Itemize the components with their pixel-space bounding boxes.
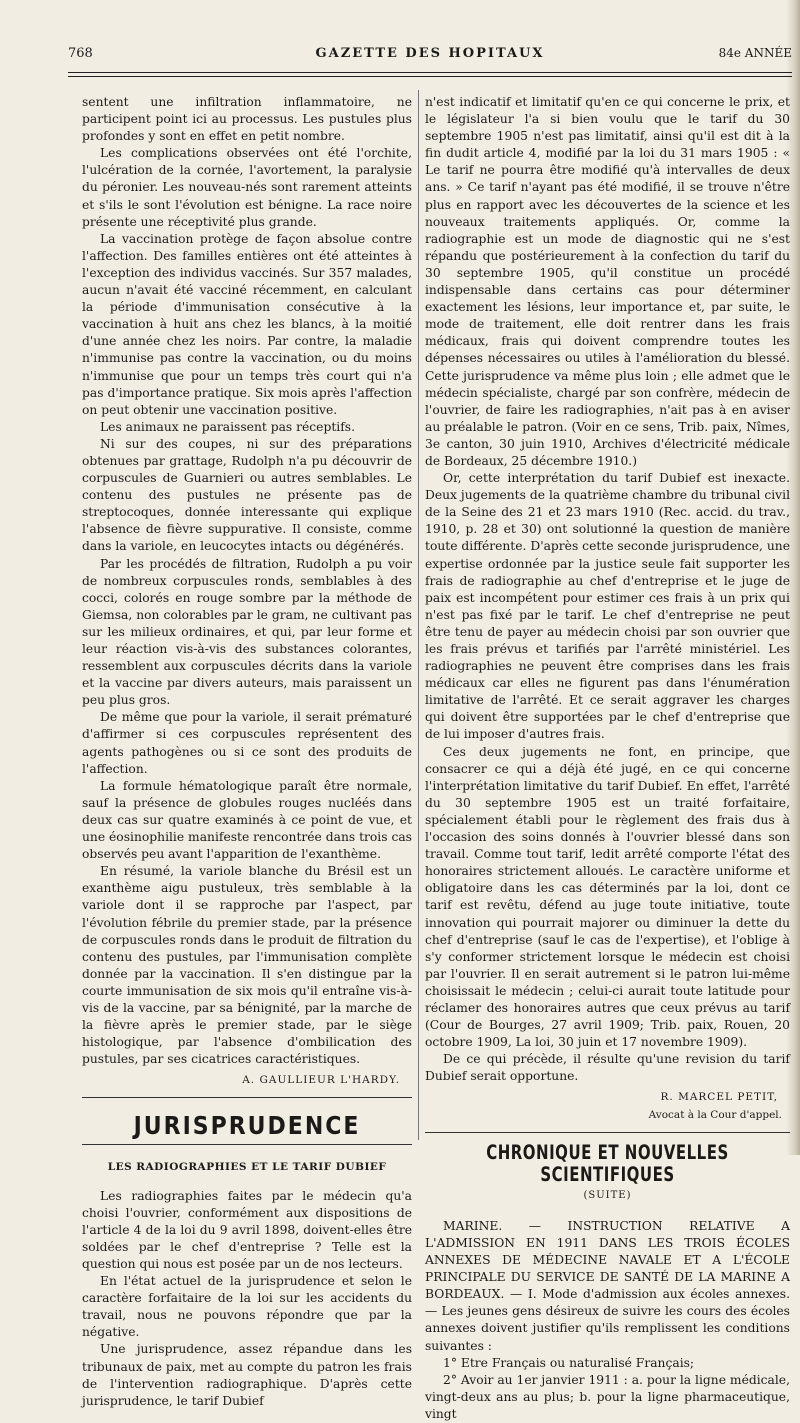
section-rule [82,1144,412,1145]
paragraph: Les complications observées ont été l'orchite, l'ulcération de la cornée, l'avortement, la paralysie du péronier. Les nouveau-nés sont rarement atteints et s'ils le sont l'évolution est bénigne. La race noire présente une réceptivité plus grande. [82,146,412,229]
paragraph: Une jurisprudence, assez répandue dans les tribunaux de paix, met au compte du patron les frais de l'intervention radiographique. D'après cette jurisprudence, le tarif Dubief [82,1342,412,1408]
paragraph: Or, cette interprétation du tarif Dubief est inexacte. Deux jugements de la quatrième chambre du tribunal civil de la Seine des 21 et 23 mars 1910 (Rec. accid. du trav., 1910, p. 28 et 30) ont solutionné la question de manière toute différente. D'après cette seconde jurisprudence, une expertise ordonnée par la justice seule fait supporter les frais de radiographie au chef d'entreprise et le juge de paix est incompétent pour estimer ces frais à un prix qui n'est pas fixé par le tarif. Le chef d'entreprise ne peut être tenu de payer au médecin choisi par son ouvrier que les frais prévus et tarifiés par l'arrêté ministériel. Les radiographies ne peuvent être comprises dans les frais médicaux car elles ne figurent pas dans l'énumération limitative de l'arrêté. Et ce serait aggraver les charges qui doivent être supportées par le chef d'entreprise que de lui imposer d'autres frais. [425,471,790,742]
page-number: 768 [68,46,93,61]
paragraph: MARINE. — INSTRUCTION RELATIVE A L'ADMISSION EN 1911 DANS LES TROIS ÉCOLES ANNEXES DE MÉDECINE NAVALE ET A L'ÉCOLE PRINCIPALE DU SERVICE DE SANTÉ DE LA MARINE A BORDEAUX. — I. Mode d'admission aux écoles annexes. — Les jeunes gens désireux de suivre les cours des écoles annexes doivent justifier qu'ils remplissent les conditions suivantes : [425,1218,790,1353]
paragraph: Par les procédés de filtration, Rudolph a pu voir de nombreux corpuscules ronds, semblables à des cocci, colorés en rouge sombre par la méthode de Giemsa, non colorables par le gram, ne cultivant pas sur les milieux ordinaires, et qui, par leur forme et leur réaction vis-à-vis des substances colorantes, ressemblent aux corpuscules décrits dans la variole et la vaccine par divers auteurs, mais paraissent un peu plus gros. [82,556,412,708]
paragraph: sentent une infiltration inflammatoire, ne participent point ici au processus. Les pustules plus profondes y sont en effet en petit nombre. [82,95,412,144]
paragraph: 2° Avoir au 1er janvier 1911 : a. pour la ligne médicale, vingt-deux ans au plus; b. pour la ligne pharmaceutique, vingt [425,1372,790,1421]
author-title: Avocat à la Cour d'appel. [648,1108,782,1121]
paragraph: De même que pour la variole, il serait prématuré d'affirmer si ces corpuscules représentent des agents pathogènes ou si ce sont des produits de l'affection. [82,710,412,776]
section-rule [82,1097,412,1098]
paragraph: La vaccination protège de façon absolue contre l'affection. Des familles entières ont été atteintes à l'exception des individus vaccinés. Sur 357 malades, aucun n'avait été vacciné récemment, en calculant la période d'immunisation consécutive à la vaccination à huit ans chez les blancs, à la moitié d'une année chez les noirs. Par contre, la maladie n'immunise pas contre la vaccination, ou du moins n'immunise que pour un temps très court qui n'a pas d'importance pratique. Six mois après l'affection on peut obtenir une vaccination positive. [82,231,412,417]
paragraph: La formule hématologique paraît être normale, sauf la présence de globules rouges nucléés dans deux cas sur quatre examinés à ce point de vue, et une éosinophilie manifeste rencontrée dans trois cas observés peu avant l'apparition de l'exanthème. [82,778,412,862]
running-header [68,46,792,68]
section-suite: (SUITE) [583,1189,632,1201]
column-divider [418,90,419,1140]
paragraph: Ces deux jugements ne font, en principe, que consacrer ce qui a déjà été jugé, en ce qui concerne l'interprétation limitative du tarif Dubief. En effet, l'arrêté du 30 septembre 1905 est un traité forfaitaire, spécialement établi pour le règlement des frais dus à l'occasion des soins donnés à l'ouvrier blessé dans son travail. Comme tout tarif, ledit arrêté comporte l'état des honoraires strictement alloués. Le caractère uniforme et obligatoire dans les cas déterminés par la loi, dont ce tarif est revêtu, défend au juge toute initiative, toute innovation qui pourrait majorer ou diminuer la dette du chef d'entreprise (sauf le cas de l'expertise), et l'oblige à s'y conformer strictement lorsque le médecin est choisi par l'ouvrier. Il en serait autrement si le patron lui-même choisissait le médecin ; celui-ci aurait toute latitude pour réclamer des honoraires autres que ceux prévus au tarif (Cour de Bourges, 27 avril 1909; Trib. paix, Rouen, 20 octobre 1909, La loi, 30 juin et 17 novembre 1909). [425,744,790,1050]
right-column [425,94,790,1423]
header-rule [68,72,792,77]
paragraph: Ni sur des coupes, ni sur des préparations obtenues par grattage, Rudolph n'a pu découvrir de corpuscules de Guarnieri ou autres semblables. Le contenu des pustules ne présente pas de streptocoques, donnée interessante qui explique l'absence de fièvre suppurative. Il consiste, comme dans la variole, en leucocytes intacts ou dégénérés. [82,436,412,554]
paragraph: Les radiographies faites par le médecin qu'a choisi l'ouvrier, conformément aux dispositions de l'article 4 de la loi du 9 avril 1898, doivent-elles être soldées par le chef d'entreprise ? Telle est la question qui nous est posée par un de nos lecteurs. [82,1188,412,1271]
paragraph: En l'état actuel de la jurisprudence et selon le caractère forfaitaire de la loi sur les accidents du travail, nous ne pouvons répondre que par la négative. [82,1274,412,1340]
article-title: LES RADIOGRAPHIES ET LE TARIF DUBIEF [107,1160,387,1173]
paragraph: n'est indicatif et limitatif qu'en ce qui concerne le prix, et le législateur l'a si bien voulu que le tarif du 30 septembre 1905 n'est pas limitatif, ainsi qu'il est dit à la fin dudit article 4, modifié par la loi du 31 mars 1905 : « Le tarif ne pourra être modifié qu'à intervalles de deux ans. » Ce tarif n'ayant pas été modifié, il se trouve n'être plus en rapport avec les découvertes de la science et les nouveaux traitements appliqués. Or, comme la radiographie est un mode de diagnostic qui ne s'est répandu que postérieurement à la confection du tarif du 30 septembre 1905, qu'il constitue un procédé indispensable dans certains cas pour déterminer exactement les lésions, leur importance et, par suite, le mode de traitement, elle doit rentrer dans les frais médicaux, frais qui doivent comprendre toutes les dépenses nécessaires ou utiles à l'amélioration du blessé. Cette jurisprudence va même plus loin ; elle admet que le médecin spécialiste, chargé par son confrère, médecin de l'ouvrier, de faire les radiographies, n'ait pas à en aviser au préalable le patron. (Voir en ce sens, Trib. paix, Nîmes, 3e canton, 30 juin 1910, Archives d'électricité médicale de Bordeaux, 25 décembre 1910.) [425,95,790,468]
year-label: 84e ANNÉE [718,46,792,60]
paragraph: De ce qui précède, il résulte qu'une revision du tarif Dubief serait opportune. [425,1052,790,1084]
section-rule [425,1132,790,1133]
journal-title: GAZETTE DES HOPITAUX [315,46,545,61]
paragraph: 1° Etre Français ou naturalisé Français; [443,1355,695,1370]
paragraph: Les animaux ne paraissent pas réceptifs. [100,419,355,434]
left-column [82,94,412,1410]
section-heading-chronique: CHRONIQUE ET NOUVELLES SCIENTIFIQUES [486,1140,729,1186]
author-signature: A. GAULLIEUR L'HARDY. [242,1074,400,1087]
paragraph: En résumé, la variole blanche du Brésil est un exanthème aigu pustuleux, très semblable à la variole dont il se rapproche par l'aspect, par l'évolution fébrile du premier stade, par la présence de corpuscules ronds dans le produit de filtration du contenu des pustules, par l'immunisation complète donnée par la vaccination. Il s'en distingue par la courte immunisation de six mois qu'il entraîne vis-à-vis de la vaccine, par sa bénignité, par la marche de la fièvre après le premier stade, par le siège histologique, par l'absence d'ombilication des pustules, par ses cicatrices caractéristiques. [82,864,412,1067]
author-signature: R. MARCEL PETIT, [660,1091,778,1104]
section-heading-jurisprudence: JURISPRUDENCE [133,1112,361,1142]
